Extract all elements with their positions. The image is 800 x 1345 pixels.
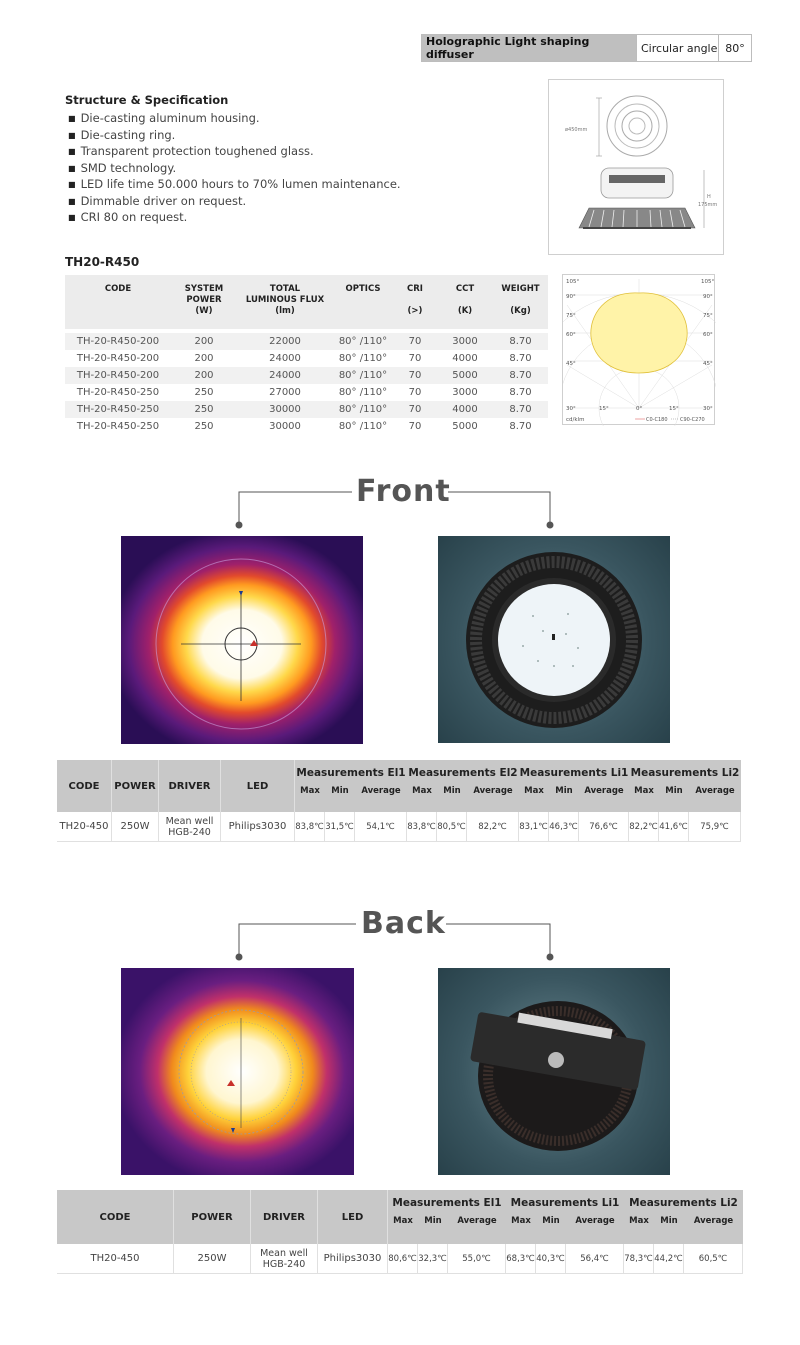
mt-cell-code: TH20-450: [57, 1244, 174, 1274]
cell-code: TH-20-R450-200: [76, 353, 160, 364]
mt-group-li2: [624, 1190, 743, 1244]
front-title: Front: [356, 474, 451, 509]
mt-header-code: CODE: [57, 760, 112, 812]
cell-cri: 70: [408, 404, 422, 415]
mt-header-led: LED: [318, 1190, 388, 1244]
spec-table-header: [65, 275, 548, 329]
header-weight: WEIGHT: [501, 284, 540, 294]
cell-cri: 70: [408, 421, 422, 432]
mt-cell-led: Philips3030: [318, 1244, 388, 1274]
polar-legend-c0: C0-C180: [646, 417, 668, 423]
mt-sub-max: Max: [634, 786, 654, 796]
polar-label-left: 60°: [566, 332, 576, 338]
mt-value: 80,6℃: [388, 1244, 418, 1274]
cell-power: 250: [194, 387, 214, 398]
header-power-1: SYSTEM: [184, 284, 224, 294]
mt-sub-max: Max: [393, 1216, 413, 1226]
header-power-3: (W): [195, 306, 213, 316]
cell-code: TH-20-R450-200: [76, 370, 160, 381]
cell-code: TH-20-R450-250: [76, 387, 160, 398]
back-thermal-image: [121, 968, 354, 1175]
mt-value: 83,1℃: [519, 812, 549, 842]
cell-power: 200: [194, 353, 214, 364]
diffuser-label: Holographic Light shaping diffuser: [422, 35, 636, 61]
header-flux-3: (lm): [275, 306, 295, 316]
mt-header-driver: DRIVER: [251, 1190, 318, 1244]
front-thermal-image: [121, 536, 363, 744]
mt-sub-average: Average: [584, 786, 624, 796]
mt-group-title: Measurements Li2: [630, 767, 740, 779]
table-row: [65, 401, 548, 418]
spec-item: ■ Dimmable driver on request.: [68, 194, 401, 211]
mt-value: 82,2℃: [629, 812, 659, 842]
cell-weight: 8.70: [509, 404, 532, 415]
header-power-2: POWER: [186, 295, 222, 305]
cell-optics: 80° /110°: [338, 421, 388, 432]
mt-sub-average: Average: [575, 1216, 615, 1226]
cell-flux: 22000: [269, 336, 301, 347]
cell-optics: 80° /110°: [338, 370, 388, 381]
cell-weight: 8.70: [509, 370, 532, 381]
mt-header-driver: DRIVER: [159, 760, 221, 812]
diffuser-info-bar: [421, 34, 752, 62]
circular-angle-value: 80°: [718, 35, 751, 61]
cell-power: 250: [194, 421, 214, 432]
mt-group-title: Measurements El1: [392, 1197, 502, 1209]
spec-list: [68, 111, 401, 227]
mt-value: 31,5℃: [325, 812, 355, 842]
cell-cct: 5000: [452, 370, 478, 381]
mt-header-power: POWER: [112, 760, 159, 812]
mt-sub-max: Max: [412, 786, 432, 796]
mt-sub-average: Average: [457, 1216, 497, 1226]
technical-drawing: [548, 79, 724, 255]
mt-value: 56,4℃: [566, 1244, 624, 1274]
mt-header-code: CODE: [57, 1190, 174, 1244]
height-label: 175mm: [698, 202, 718, 208]
header-code: CODE: [104, 284, 132, 294]
mt-cell-power: 250W: [112, 812, 159, 842]
mt-sub-min: Min: [424, 1216, 442, 1226]
mt-sub-average: Average: [693, 1216, 734, 1226]
mt-sub-average: Average: [695, 786, 735, 796]
mt-group-el1: [388, 1190, 506, 1244]
table-row: [65, 333, 548, 350]
polar-label-right: 45°: [703, 361, 713, 367]
circular-angle-label: Circular angle: [636, 35, 718, 61]
cell-flux: 27000: [269, 387, 301, 398]
mt-cell-driver: Mean well HGB-240: [251, 1244, 318, 1274]
spec-item: ■ Die-casting aluminum housing.: [68, 111, 401, 128]
polar-label-left: 75°: [566, 313, 576, 319]
spec-item: ■ Die-casting ring.: [68, 128, 401, 145]
mt-value: 83,8℃: [407, 812, 437, 842]
cell-flux: 30000: [269, 404, 301, 415]
mt-value: 80,5℃: [437, 812, 467, 842]
mt-cell-driver: Mean well HGB-240: [159, 812, 221, 842]
height-symbol: H: [707, 194, 711, 200]
mt-value: 78,3℃: [624, 1244, 654, 1274]
mt-group-el1: [295, 760, 407, 812]
polar-label-left: 90°: [566, 294, 576, 300]
cell-cct: 3000: [452, 336, 478, 347]
cell-flux: 24000: [269, 353, 301, 364]
mt-value: 55,0℃: [448, 1244, 506, 1274]
cell-flux: 24000: [269, 370, 301, 381]
cell-power: 250: [194, 404, 214, 415]
cell-cri: 70: [408, 370, 422, 381]
cell-optics: 80° /110°: [338, 353, 388, 364]
cell-cct: 4000: [452, 353, 478, 364]
mt-group-title: Measurements Li1: [519, 767, 629, 779]
spec-item: ■ LED life time 50.000 hours to 70% lumen maintenance.: [68, 177, 401, 194]
mt-group-li2: [629, 760, 741, 812]
spec-title: Structure & Specification: [65, 93, 229, 107]
mt-sub-min: Min: [331, 786, 349, 796]
mt-cell-led: Philips3030: [221, 812, 295, 842]
spec-table: [65, 275, 548, 435]
mt-value: 83,8℃: [295, 812, 325, 842]
cell-power: 200: [194, 336, 214, 347]
cell-optics: 80° /110°: [338, 404, 388, 415]
mt-value: 40,3℃: [536, 1244, 566, 1274]
cell-optics: 80° /110°: [338, 336, 388, 347]
polar-label-right: 105°: [701, 279, 715, 285]
mt-header-power: POWER: [174, 1190, 251, 1244]
header-optics: OPTICS: [345, 284, 381, 294]
spec-item: ■ SMD technology.: [68, 161, 401, 178]
polar-label-right: 90°: [703, 294, 713, 300]
mt-header-led: LED: [221, 760, 295, 812]
mt-sub-min: Min: [555, 786, 573, 796]
mt-value: 46,3℃: [549, 812, 579, 842]
model-title: TH20-R450: [65, 255, 140, 269]
cell-weight: 8.70: [509, 387, 532, 398]
mt-cell-code: TH20-450: [57, 812, 112, 842]
header-cri-unit: (>): [407, 306, 423, 316]
mt-group-title: Measurements Li2: [629, 1197, 738, 1209]
spec-item: ■ CRI 80 on request.: [68, 210, 401, 227]
table-row: [57, 812, 741, 842]
polar-light-distribution: [562, 274, 715, 425]
mt-value: 68,3℃: [506, 1244, 536, 1274]
spec-table-body: [65, 333, 548, 435]
cell-cri: 70: [408, 336, 422, 347]
polar-label-right: 30°: [703, 406, 713, 412]
mt-sub-min: Min: [443, 786, 461, 796]
header-flux-1: TOTAL: [269, 284, 301, 294]
mt-sub-average: Average: [473, 786, 513, 796]
polar-label-right: 60°: [703, 332, 713, 338]
mt-value: 75,9℃: [689, 812, 741, 842]
back-measurement-table: [57, 1190, 743, 1274]
mt-sub-average: Average: [361, 786, 401, 796]
mt-group-title: Measurements El1: [296, 767, 406, 779]
polar-label-bottom: 15°: [599, 406, 609, 412]
polar-label-left: 105°: [566, 279, 580, 285]
mt-sub-max: Max: [300, 786, 320, 796]
cell-power: 200: [194, 370, 214, 381]
polar-legend-c90: C90-C270: [680, 417, 705, 423]
table-row: [65, 367, 548, 384]
mt-value: 60,5℃: [684, 1244, 743, 1274]
header-cri: CRI: [407, 284, 423, 294]
polar-label-bottom: 15°: [669, 406, 679, 412]
cell-weight: 8.70: [509, 353, 532, 364]
mt-group-li1: [506, 1190, 624, 1244]
cell-code: TH-20-R450-200: [76, 336, 160, 347]
cell-cct: 3000: [452, 387, 478, 398]
polar-label-bottom: 0°: [636, 406, 643, 412]
mt-sub-min: Min: [660, 1216, 678, 1226]
cell-weight: 8.70: [509, 421, 532, 432]
cell-code: TH-20-R450-250: [76, 421, 160, 432]
front-measurement-table: [57, 760, 741, 842]
cell-code: TH-20-R450-250: [76, 404, 160, 415]
mt-sub-max: Max: [511, 1216, 531, 1226]
mt-value: 76,6℃: [579, 812, 629, 842]
mt-group-el2: [407, 760, 519, 812]
mt-sub-max: Max: [629, 1216, 649, 1226]
header-cct: CCT: [455, 284, 475, 294]
diameter-label: ø450mm: [565, 127, 588, 133]
back-title: Back: [361, 906, 446, 941]
table-row: [65, 418, 548, 435]
polar-unit: cd/klm: [566, 417, 585, 423]
header-cct-unit: (K): [457, 306, 473, 316]
mt-group-title: Measurements El2: [408, 767, 518, 779]
mt-sub-max: Max: [524, 786, 544, 796]
cell-weight: 8.70: [509, 336, 532, 347]
mt-value: 44,2℃: [654, 1244, 684, 1274]
cell-optics: 80° /110°: [338, 387, 388, 398]
spec-item: ■ Transparent protection toughened glass.: [68, 144, 401, 161]
cell-cct: 4000: [452, 404, 478, 415]
cell-cri: 70: [408, 353, 422, 364]
back-lamp-photo: [438, 968, 670, 1175]
polar-label-left: 45°: [566, 361, 576, 367]
table-row: [65, 350, 548, 367]
mt-sub-min: Min: [542, 1216, 560, 1226]
mt-group-title: Measurements Li1: [510, 1197, 620, 1209]
table-row: [65, 384, 548, 401]
polar-label-right: 75°: [703, 313, 713, 319]
table-row: [57, 1244, 743, 1274]
header-flux-2: LUMINOUS FLUX: [245, 295, 325, 305]
front-lamp-photo: [438, 536, 670, 743]
mt-value: 54,1℃: [355, 812, 407, 842]
mt-sub-min: Min: [665, 786, 683, 796]
mt-value: 41,6℃: [659, 812, 689, 842]
mt-value: 32,3℃: [418, 1244, 448, 1274]
cell-cct: 5000: [452, 421, 478, 432]
polar-label-left: 30°: [566, 406, 576, 412]
cell-flux: 30000: [269, 421, 301, 432]
cell-cri: 70: [408, 387, 422, 398]
mt-group-li1: [519, 760, 629, 812]
header-weight-unit: (Kg): [510, 306, 531, 316]
mt-cell-power: 250W: [174, 1244, 251, 1274]
mt-value: 82,2℃: [467, 812, 519, 842]
